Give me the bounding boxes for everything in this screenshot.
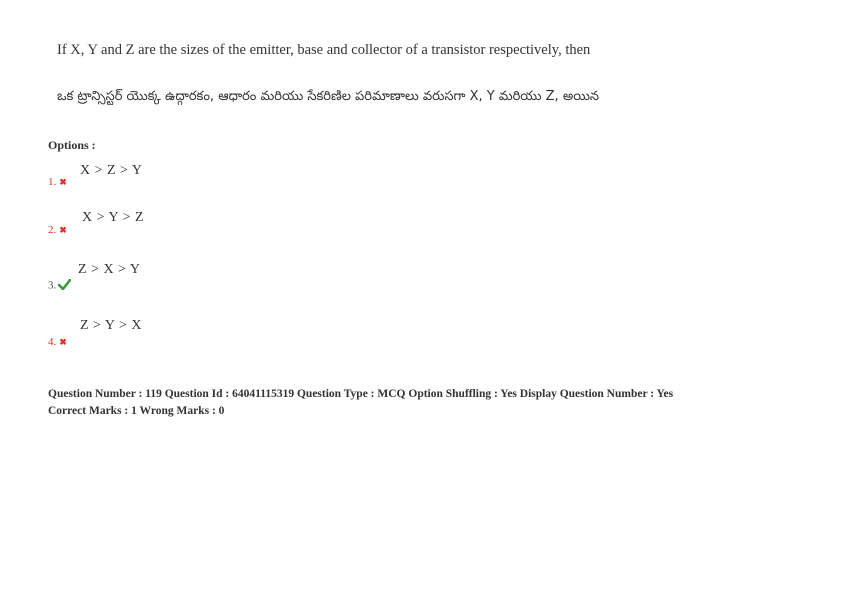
checkmark-icon bbox=[58, 279, 71, 293]
question-meta-line-1: Question Number : 119 Question Id : 64041115319 Question Type : MCQ Option Shuffling : Yes Display Question Number : Yes bbox=[48, 388, 674, 400]
question-text-english: If X, Y and Z are the sizes of the emitter, base and collector of a transistor respectively, then bbox=[57, 42, 591, 58]
option-2-number-label: 2. bbox=[48, 224, 57, 236]
option-4-number bbox=[48, 336, 67, 348]
cross-icon: ✖ bbox=[59, 225, 67, 235]
question-text-telugu: ఒక ట్రాన్సిస్టర్ యొక్క ఉద్గారకం, ఆధారం మరియు సేకరిణిల పరిమాణాలు వరుసగా X, Y మరియు Z, అయిన bbox=[57, 89, 600, 104]
option-1-number-label: 1. bbox=[48, 176, 57, 188]
option-1-number bbox=[48, 176, 67, 188]
option-4-text[interactable]: Z > Y > X bbox=[80, 318, 143, 333]
option-2-number bbox=[48, 224, 67, 236]
option-1-text[interactable]: X > Z > Y bbox=[80, 163, 143, 178]
options-label: Options : bbox=[48, 138, 96, 152]
option-3-text[interactable]: Z > X > Y bbox=[78, 262, 141, 277]
option-4-number-label: 4. bbox=[48, 336, 57, 348]
option-2-text[interactable]: X > Y > Z bbox=[82, 210, 145, 225]
option-3-number-label: 3. bbox=[48, 279, 57, 292]
cross-icon: ✖ bbox=[59, 337, 67, 347]
cross-icon: ✖ bbox=[59, 177, 67, 187]
question-meta-line-2: Correct Marks : 1 Wrong Marks : 0 bbox=[48, 405, 225, 417]
option-3-number bbox=[48, 279, 71, 293]
